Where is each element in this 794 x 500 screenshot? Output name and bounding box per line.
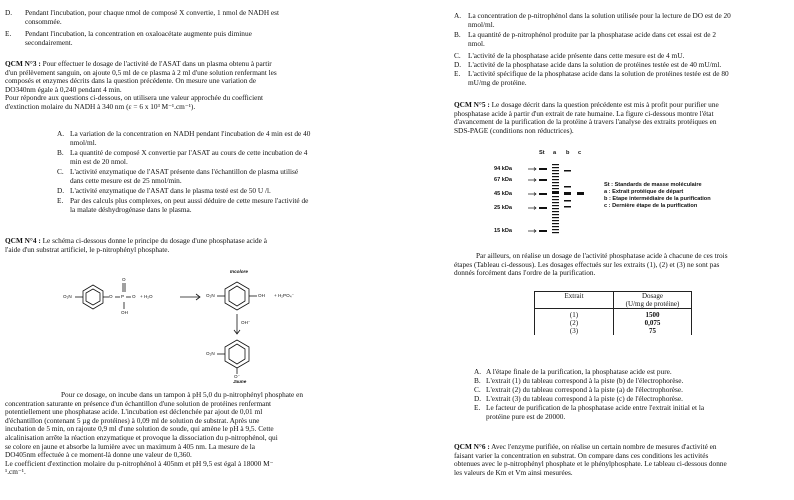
table-header-extrait: Extrait	[535, 292, 614, 309]
option-line: La quantité de composé X convertie par l'ASAT au cours de cette incubation de 4	[70, 148, 308, 157]
body-line: d'échantillon (contenant 5 µg de protéines) à 0,09 ml de solution de substrat. Après une	[5, 415, 260, 425]
intro-line: l'aide d'un substrat artificiel, le p-nitrophényl phosphate.	[5, 244, 170, 254]
qcm6-label: QCM N°6 :	[454, 442, 490, 451]
option-letter: D.	[57, 186, 65, 195]
qcm3-intro	[5, 60, 360, 112]
option-letter: E.	[454, 69, 461, 78]
plus-water: + H₂O	[140, 294, 153, 299]
after-line: étapes (Tableau ci-dessous). Les dosages effectués sur les extraits (1), (2) et (3) ne sont pas	[454, 259, 720, 269]
option-letter: E.	[474, 403, 481, 412]
table-cell-dosage	[614, 309, 692, 336]
cell-text: (1)	[569, 311, 579, 319]
option-line: consommée.	[25, 16, 62, 26]
legend-c: c : Dernière étape de la purification	[604, 203, 698, 209]
option-line: L'activité enzymatique de l'ASAT dans le plasma testé est de 50 U /l.	[70, 186, 271, 195]
qcm5-option-e	[474, 404, 784, 422]
qcm3-label: QCM N°3 :	[5, 59, 41, 68]
option-letter: A.	[57, 129, 65, 138]
option-line: Le facteur de purification de la phosphatase acide entre l'extrait initial et la	[486, 403, 705, 412]
right-column	[400, 0, 794, 500]
option-line: dans cette mesure est de 25 nmol/min.	[70, 175, 182, 185]
option-line: L'activité spécifique de la phosphatase acide dans la solution de protéines testée est de 80	[468, 69, 729, 78]
option-letter: D.	[474, 394, 482, 403]
option-line: nmol/ml.	[468, 19, 495, 29]
qcm5-after	[454, 252, 784, 278]
body-line: concentration saturante en présence d'un échantillon d'une solution de protéines renfermant	[5, 398, 272, 408]
cell-text: 0,075	[644, 319, 661, 327]
option-line: L'extrait (2) du tableau correspond à la piste (a) de l'électrophorèse.	[486, 385, 683, 394]
intro-line: obtenues avec le p-nitrophényl phosphate et le phénylphosphate. Le tableau ci-dessous donne	[454, 459, 727, 469]
no2-label: O₂N	[63, 294, 72, 299]
intro-line: d'extinction molaire du NADH à 340 nm (ε = 6 x 10³ M⁻¹.cm⁻¹).	[5, 101, 196, 111]
after-line: Par ailleurs, on réalise un dosage de l'activité phosphatase acide à chacune de ces trois	[476, 251, 728, 260]
option-line: La quantité de p-nitrophénol produite par la phosphatase acide dans cet essai est de 2	[468, 30, 717, 39]
option-line: L'extrait (1) du tableau correspond à la piste (b) de l'électrophorèse.	[486, 376, 684, 385]
oh-label: OH	[258, 293, 265, 298]
option-line: min est de 20 nmol.	[70, 156, 128, 166]
option-line: nmol/ml.	[70, 137, 97, 147]
option-letter: B.	[454, 30, 461, 39]
reaction-scheme	[30, 262, 330, 384]
option-letter: D.	[5, 8, 13, 17]
option-line: La variation de la concentration en NADH pendant l'incubation de 4 min est de 40	[70, 129, 311, 138]
hydroxide-label: OH⁻	[241, 320, 251, 325]
plus-phosphate: + H₂PO₄⁻	[274, 293, 294, 298]
option-letter: E.	[5, 29, 12, 38]
intro-line: Le schéma ci-dessous donne le principe du dosage d'une phosphatase acide à	[40, 236, 267, 245]
gel-bands	[494, 148, 594, 240]
reaction-scheme-drawing	[30, 262, 330, 384]
marker-45: 45 kDa	[494, 191, 513, 197]
lane-label-b: b	[566, 150, 570, 156]
no2-label: O₂N	[206, 351, 215, 356]
qcm4-option-b	[454, 31, 784, 49]
intro-line: d'avancement de la purification de la protéine à travers l'analyse des extraits protéiques en	[454, 117, 717, 127]
p-label: P	[121, 294, 125, 299]
intro-line: Avec l'enzyme purifiée, on réalise un certain nombre de mesures d'activité en	[489, 442, 717, 451]
incolore-label: Incolore	[230, 269, 248, 274]
option-line: la malate déshydrogénase dans le plasma.	[70, 204, 192, 214]
intro-line: les valeurs de Km et Vm ainsi mesurées.	[454, 467, 573, 477]
body-line: potentiellement une phosphatase acide. L'incubation est déclenchée par ajout de 0,01 ml	[5, 407, 263, 417]
after-line: donnés forcément dans l'ordre de la purification.	[454, 268, 596, 278]
lane-label-st: St	[539, 150, 545, 156]
lane-label-a: a	[553, 150, 557, 156]
cell-text: (2)	[569, 319, 579, 327]
marker-67: 67 kDa	[494, 177, 513, 183]
intro-line: Le dosage décrit dans la question précédente est mis à profit pour purifier une	[489, 101, 719, 109]
lane-label-c: c	[578, 150, 582, 156]
qcm2-option-e	[5, 30, 360, 48]
option-line: L'activité de la phosphatase acide présente dans cette mesure est de 4 mU.	[468, 51, 685, 60]
qcm5-label: QCM N°5 :	[454, 101, 490, 109]
qcm2-option-d	[5, 9, 360, 27]
option-line: secondairement.	[25, 37, 73, 47]
legend-b: b : Etape intermédiaire de la purification	[604, 196, 711, 202]
body-line: DO405nm effectuée à ce moment-là donne une valeur de 0,360.	[5, 450, 192, 460]
intro-line: SDS-PAGE (conditions non réductrices).	[454, 125, 574, 135]
sds-page-figure	[494, 148, 744, 240]
intro-line: Pour répondre aux questions ci-dessous, on utilisera une valeur approchée du coefficient	[5, 93, 264, 103]
option-line: L'activité de la phosphatase acide dans la solution de protéines testée est de 40 mU/ml.	[468, 60, 722, 69]
option-letter: C.	[474, 385, 481, 394]
option-line: L'extrait (3) du tableau correspond à la piste (c) de l'électrophorèse.	[486, 394, 683, 403]
legend-a: a : Extrait protéique de départ	[604, 189, 684, 195]
qcm6-intro	[454, 443, 784, 477]
legend-st: St : Standards de masse moléculaire	[604, 182, 702, 188]
option-line: Pendant l'incubation, la concentration en oxaloacétate augmente puis diminue	[25, 29, 252, 38]
option-letter: C.	[454, 51, 461, 60]
header-line: Dosage	[642, 292, 663, 300]
option-letter: B.	[57, 148, 64, 157]
intro-line: d'un prélèvement sanguin, on ajoute 0,5 ml de ce plasma à 2 ml d'une solution renfermant les	[5, 67, 277, 77]
marker-15: 15 kDa	[494, 228, 513, 234]
marker-25: 25 kDa	[494, 205, 513, 211]
option-letter: E.	[57, 196, 64, 205]
o-label: O	[132, 294, 136, 299]
option-line: nmol.	[468, 38, 485, 48]
option-letter: B.	[474, 376, 481, 385]
body-line: Le coefficient d'extinction molaire du p-nitrophénol à 405nm et pH 9,5 est égal à 18000 M⁻	[5, 458, 274, 468]
table-header-dosage	[614, 292, 692, 309]
option-line: La concentration de p-nitrophénol dans la solution utilisée pour la lecture de DO est de 20	[468, 11, 731, 20]
qcm4-label: QCM N°4 :	[5, 236, 41, 245]
body-line: ¹.cm⁻¹.	[5, 467, 26, 477]
qcm4-intro	[5, 237, 360, 254]
marker-94: 94 kDa	[494, 166, 513, 172]
body-line: se colore en jaune et absorbe la lumière avec un maximum à 405 nm. La mesure de la	[5, 441, 256, 451]
activity-table	[534, 291, 692, 335]
intro-line: Pour effectuer le dosage de l'activité de l'ASAT dans un plasma obtenu à partir	[40, 59, 272, 68]
o-label: O	[122, 277, 126, 282]
cell-text: (3)	[569, 327, 579, 335]
qcm4-option-a	[454, 12, 784, 30]
option-letter: C.	[57, 167, 64, 176]
qcm4-option-e	[454, 70, 784, 88]
qcm3-option-e	[57, 197, 357, 215]
o-minus-label: O⁻	[234, 374, 240, 379]
option-line: A l'étape finale de la purification, la phosphatase acide est pure.	[486, 367, 672, 376]
intro-line: phosphatase acide à partir d'un extrait de rate humaine. La figure ci-dessous montre l'état	[454, 108, 714, 118]
qcm4-body	[5, 391, 360, 477]
oh-label: OH	[121, 310, 128, 315]
qcm3-option-c	[57, 168, 357, 186]
option-letter: D.	[454, 60, 462, 69]
o-label: O	[109, 294, 113, 299]
body-line: Pour ce dosage, on incube dans un tampon à pH 5,0 du p-nitrophényl phosphate en	[61, 390, 303, 399]
option-line: protéine pure est de 20000.	[486, 411, 566, 421]
table-row	[535, 309, 692, 336]
option-letter: A.	[474, 367, 482, 376]
body-line: alcalinisation arrête la réaction enzymatique et provoque la dissociation du p-nitrophénol, qui	[5, 432, 278, 442]
option-line: mU/mg de protéine.	[468, 77, 527, 87]
body-line: incubation de 5 min, on rajoute 0,9 ml d'une solution de soude, qui amène le pH à 9,5. Cette	[5, 424, 274, 434]
intro-line: DO340nm égale à 0,240 pendant 4 min.	[5, 84, 122, 94]
qcm3-option-a	[57, 130, 357, 148]
no2-label: O₂N	[206, 293, 215, 298]
option-line: Par des calculs plus complexes, on peut aussi déduire de cette mesure l'activité de	[70, 196, 309, 205]
header-line: (U/mg de protéine)	[625, 300, 680, 308]
cell-text: 75	[649, 327, 656, 335]
table-cell-extrait	[535, 309, 614, 336]
option-line: L'activité enzymatique de l'ASAT présente dans l'échantillon de plasma utilisé	[70, 167, 299, 176]
cell-text: 1500	[645, 311, 660, 319]
option-letter: A.	[454, 11, 462, 20]
intro-line: composés et enzymes décrits dans la question précédente. On mesure une variation de	[5, 76, 257, 86]
qcm5-intro	[454, 101, 784, 136]
left-column	[0, 0, 395, 500]
intro-line: faisant varier la concentration en substrat. On compare dans ces conditions les activités	[454, 450, 709, 460]
jaune-label: Jaune	[233, 379, 247, 384]
option-line: Pendant l'incubation, pour chaque nmol de composé X convertie, 1 nmol de NADH est	[25, 8, 280, 17]
qcm3-option-b	[57, 149, 357, 167]
